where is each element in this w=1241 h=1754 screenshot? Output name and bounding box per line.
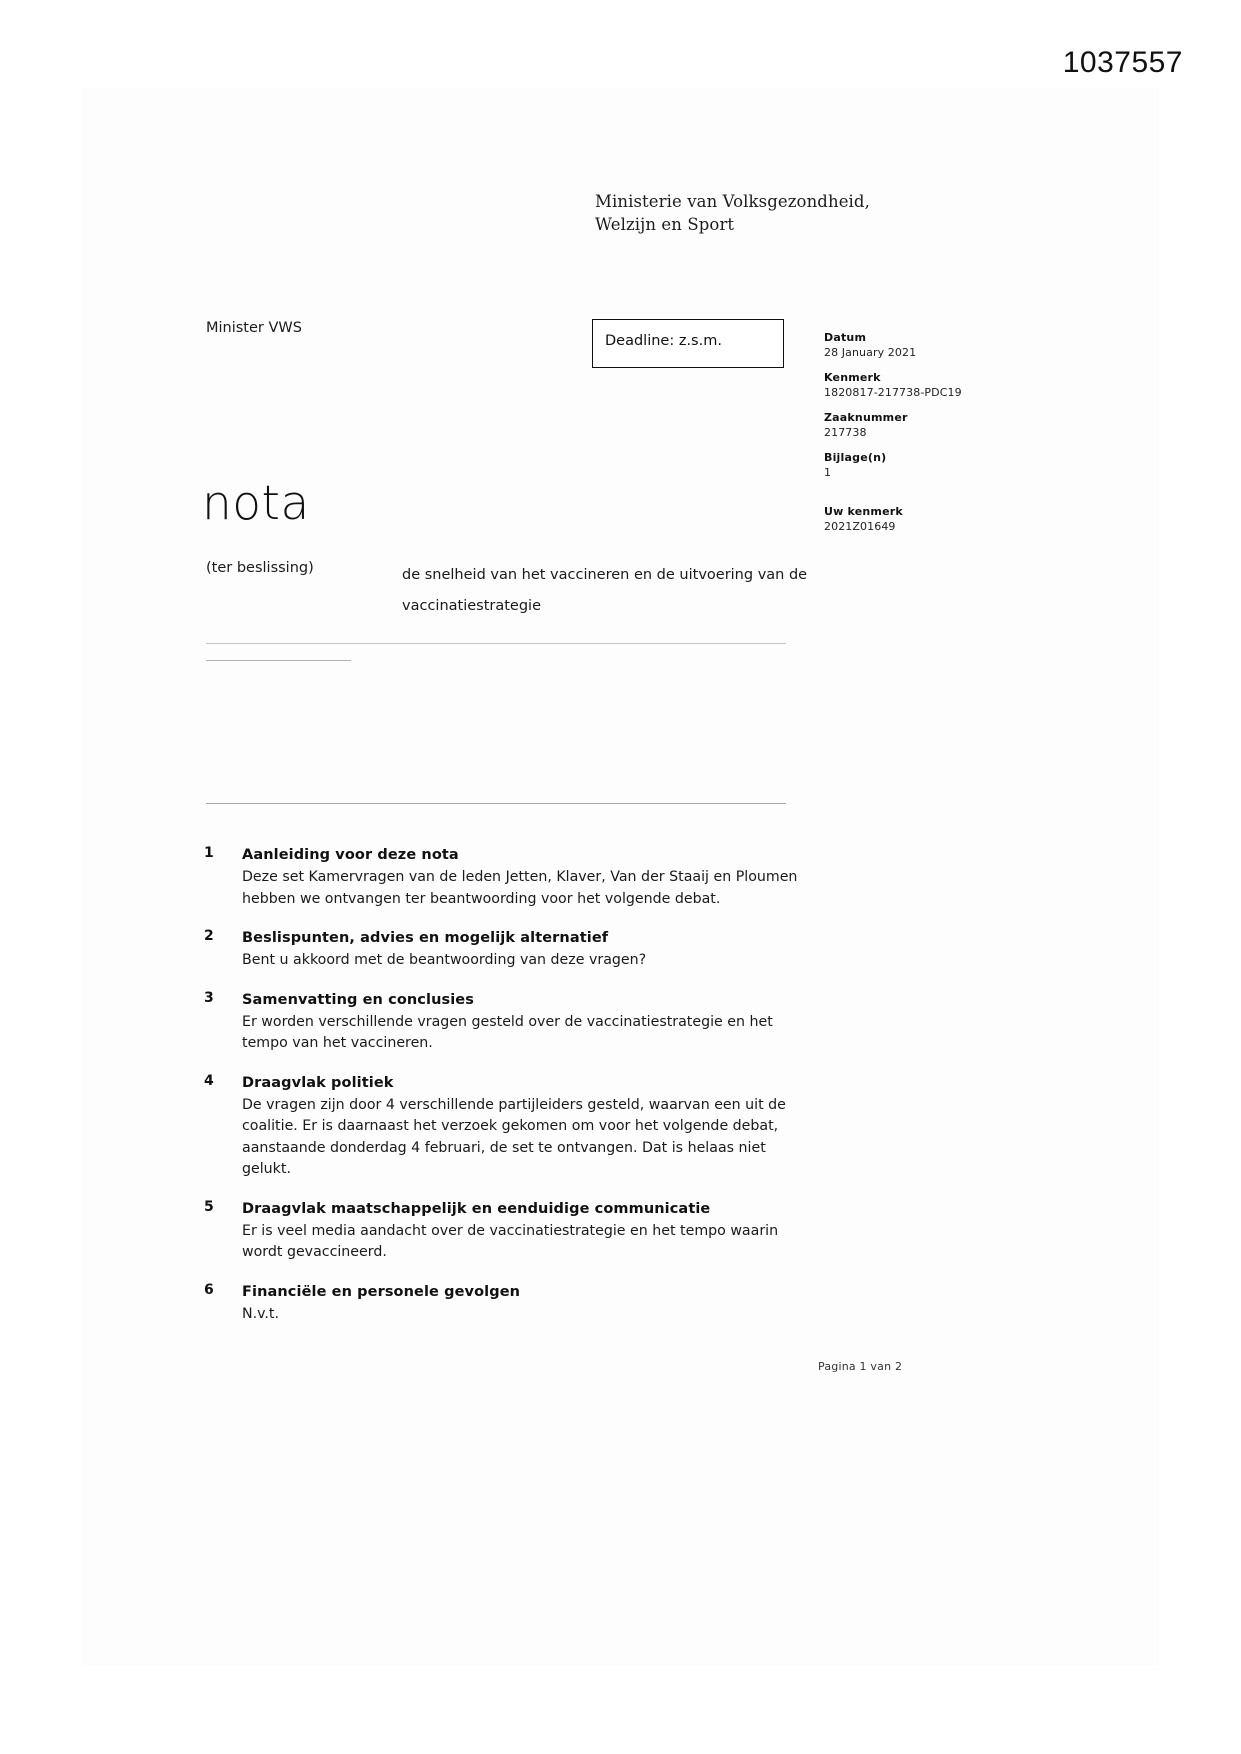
section-number: 5 <box>204 1198 214 1215</box>
section-heading: Financiële en personele gevolgen <box>242 1283 521 1300</box>
section-1 <box>204 845 804 910</box>
sections-list <box>204 845 804 1343</box>
ministry-line-1: Ministerie van Volksgezondheid, <box>595 192 870 211</box>
metadata-item-kenmerk <box>824 370 1034 400</box>
section-number: 1 <box>204 845 214 861</box>
metadata-label: Bijlage(n) <box>824 451 887 464</box>
section-text: Deze set Kamervragen van de leden Jetten, Klaver, Van der Staaij en Ploumen hebben we ontvangen ter beantwoording voor het volgende debat. <box>242 869 798 907</box>
deadline-box <box>592 319 784 368</box>
section-3 <box>204 990 804 1055</box>
section-number: 4 <box>204 1072 214 1089</box>
section-text: Bent u akkoord met de beantwoording van deze vragen? <box>242 952 647 968</box>
section-text: Er worden verschillende vragen gesteld over de vaccinatiestrategie en het tempo van het vaccineren. <box>242 1013 773 1051</box>
nota-kind-label: (ter beslissing) <box>206 560 314 576</box>
section-heading: Samenvatting en conclusies <box>242 991 474 1008</box>
metadata-spacer <box>824 490 1034 504</box>
divider-short <box>206 660 351 661</box>
metadata-label: Zaaknummer <box>824 411 908 424</box>
metadata-item-uw-kenmerk <box>824 504 1034 534</box>
section-5 <box>204 1199 804 1264</box>
section-text: Er is veel media aandacht over de vaccinatiestrategie en het tempo waarin wordt gevaccineerd. <box>242 1222 779 1260</box>
section-text: De vragen zijn door 4 verschillende partijleiders gesteld, waarvan een uit de coalitie. Er is daarnaast het verzoek gekomen om voor het volgende debat, aanstaande donderdag 4 februari, de set te ontvangen. Dat is helaas niet gelukt. <box>242 1096 786 1177</box>
ministry-letterhead <box>595 190 870 236</box>
divider-bottom <box>206 803 786 804</box>
section-number: 3 <box>204 989 214 1006</box>
deadline-text: Deadline: z.s.m. <box>605 333 722 349</box>
section-heading: Aanleiding voor deze nota <box>242 847 459 863</box>
metadata-item-bijlagen <box>824 450 1034 480</box>
ministry-line-2: Welzijn en Sport <box>595 215 735 234</box>
metadata-item-zaaknummer <box>824 410 1034 440</box>
metadata-value: 1 <box>824 466 832 479</box>
metadata-column <box>824 330 1034 544</box>
section-heading: Draagvlak maatschappelijk en eenduidige communicatie <box>242 1200 711 1217</box>
section-text: N.v.t. <box>242 1305 279 1322</box>
section-6 <box>204 1282 804 1326</box>
section-heading: Beslispunten, advies en mogelijk alternatief <box>242 930 609 946</box>
section-number: 6 <box>204 1281 214 1298</box>
recipient-label: Minister VWS <box>206 320 302 336</box>
document-id-number: 1037557 <box>1062 46 1183 79</box>
metadata-value: 28 January 2021 <box>824 346 917 359</box>
metadata-value: 1820817-217738-PDC19 <box>824 386 962 399</box>
page-footer: Pagina 1 van 2 <box>818 1360 903 1373</box>
metadata-item-datum <box>824 330 1034 360</box>
section-2 <box>204 928 804 972</box>
section-heading: Draagvlak politiek <box>242 1074 394 1091</box>
metadata-value: 217738 <box>824 426 867 439</box>
metadata-value: 2021Z01649 <box>824 520 896 533</box>
section-4 <box>204 1073 804 1181</box>
metadata-label: Kenmerk <box>824 371 881 384</box>
page-title: nota <box>202 476 310 531</box>
metadata-label: Uw kenmerk <box>824 505 903 518</box>
divider-top <box>206 643 786 644</box>
section-number: 2 <box>204 928 214 944</box>
metadata-label: Datum <box>824 331 867 344</box>
nota-subject: de snelheid van het vaccineren en de uitvoering van de vaccinatiestrategie <box>402 567 808 614</box>
